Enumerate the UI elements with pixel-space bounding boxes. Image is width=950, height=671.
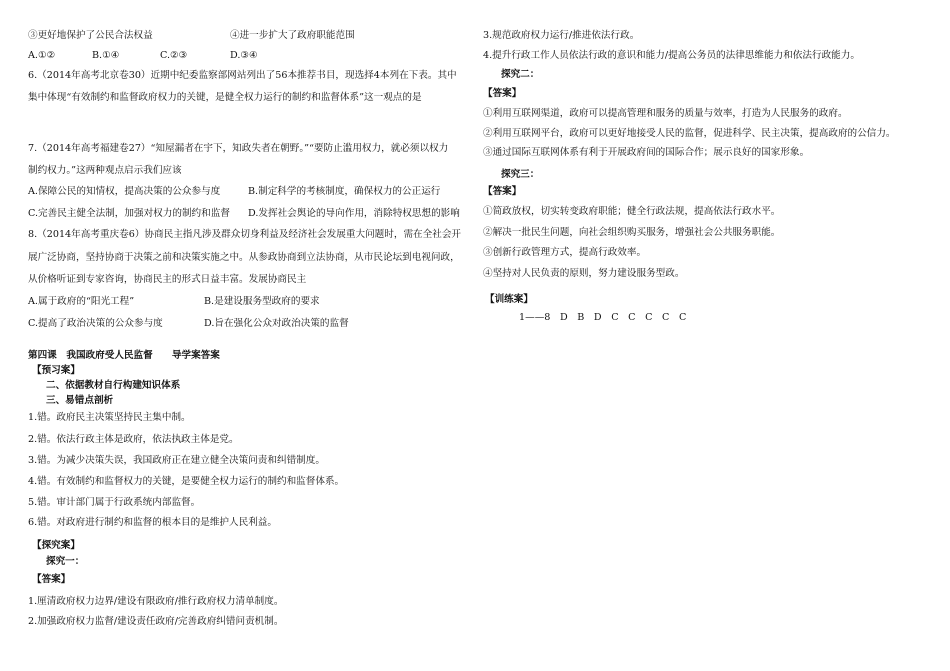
section-3-heading: 三、易错点剖析 bbox=[46, 395, 114, 406]
explore-2-heading: 探究二： bbox=[501, 69, 540, 80]
preview-heading: 【预习案】 bbox=[32, 365, 80, 376]
explore-1-answer-2: 2.加强政府权力监督/建设责任政府/完善政府纠错问责机制。 bbox=[28, 616, 284, 627]
question-8-line-3: 从价格听证到专家咨询，协商民主的形式日益丰富。发展协商民主 bbox=[28, 274, 307, 285]
question-7-line-2: 制约权力。”这两种观点启示我们应该 bbox=[28, 165, 182, 176]
question-8-option-d: D.旨在强化公众对政治决策的监督 bbox=[204, 318, 349, 329]
explore-1-heading: 探究一： bbox=[46, 556, 85, 567]
question-6-line-2: 集中体现“有效制约和监督政府权力的关键，是健全权力运行的制约和监督体系”这一观点的是 bbox=[28, 92, 422, 103]
choice-b: B.①④ bbox=[92, 50, 120, 61]
question-7-option-a: A.保障公民的知情权，提高决策的公众参与度 bbox=[28, 186, 221, 197]
answer-heading-3: 【答案】 bbox=[483, 186, 522, 197]
error-item-2: 2.错。依法行政主体是政府，依法执政主体是党。 bbox=[28, 434, 239, 445]
error-item-1: 1.错。政府民主决策坚持民主集中制。 bbox=[28, 412, 191, 423]
training-heading: 【训练案】 bbox=[485, 294, 533, 305]
choice-c: C.②③ bbox=[160, 50, 188, 61]
question-7-option-d: D.发挥社会舆论的导向作用，消除特权思想的影响 bbox=[248, 208, 460, 219]
lesson-title: 第四课 我国政府受人民监督 导学案答案 bbox=[28, 350, 220, 361]
choice-a: A.①② bbox=[28, 50, 56, 61]
explore-3-heading: 探究三： bbox=[501, 169, 540, 180]
explore-3-answer-3: ③创新行政管理方式，提高行政效率。 bbox=[483, 247, 647, 258]
training-answers: 1——8 D B D C C C C C bbox=[519, 312, 687, 323]
question-8-line-1: 8.（2014年高考重庆卷6）协商民主指凡涉及群众切身利益及经济社会发展重大问题时，需在全社会开 bbox=[28, 229, 462, 240]
explore-1-answer-1: 1.厘清政府权力边界/建设有限政府/推行政府权力清单制度。 bbox=[28, 596, 284, 607]
question-8-line-2: 展广泛协商，坚持协商于决策之前和决策实施之中。从参政协商到立法协商，从市民论坛到电视问政， bbox=[28, 252, 460, 263]
explore-1-answer-4: 4.提升行政工作人员依法行政的意识和能力/提高公务员的法律思维能力和依法行政能力。 bbox=[483, 50, 860, 61]
question-7-option-b: B.制定科学的考核制度，确保权力的公正运行 bbox=[248, 186, 441, 197]
option-line-4 bbox=[230, 30, 355, 42]
option-line-3 bbox=[28, 30, 153, 42]
explore-3-answer-1: ①简政放权，切实转变政府职能；健全行政法规，提高依法行政水平。 bbox=[483, 206, 781, 217]
explore-1-answer-3: 3.规范政府权力运行/推进依法行政。 bbox=[483, 30, 640, 41]
option-4: ④进一步扩大了政府职能范围 bbox=[230, 30, 355, 41]
error-item-6: 6.错。对政府进行制约和监督的根本目的是维护人民利益。 bbox=[28, 517, 277, 528]
answer-heading-2: 【答案】 bbox=[483, 88, 522, 99]
explore-3-answer-4: ④坚持对人民负责的原则，努力建设服务型政。 bbox=[483, 268, 685, 279]
explore-2-answer-2: ②利用互联网平台，政府可以更好地接受人民的监督，促进科学、民主决策，提高政府的公信力。 bbox=[483, 128, 896, 139]
question-7-line-1: 7.（2014年高考福建卷27）“知屋漏者在宇下，知政失者在朝野。”“要防止滥用权力，就必须以权力 bbox=[28, 143, 449, 154]
answer-heading-1: 【答案】 bbox=[32, 574, 71, 585]
option-3: ③更好地保护了公民合法权益 bbox=[28, 30, 153, 41]
question-8-option-b: B.是建设服务型政府的要求 bbox=[204, 296, 320, 307]
error-item-3: 3.错。为减少决策失误，我国政府正在建立健全决策问责和纠错制度。 bbox=[28, 455, 325, 466]
question-6-line-1: 6.（2014年高考北京卷30）近期中纪委监察部网站列出了56本推荐书目，现选择4本列在下表。其中 bbox=[28, 70, 457, 81]
explore-2-answer-1: ①利用互联网渠道，政府可以提高管理和服务的质量与效率，打造为人民服务的政府。 bbox=[483, 108, 848, 119]
section-2-heading: 二、依据教材自行构建知识体系 bbox=[46, 380, 181, 391]
question-8-option-a: A.属于政府的“阳光工程” bbox=[28, 296, 135, 307]
explore-2-answer-3: ③通过国际互联网体系有利于开展政府间的国际合作；展示良好的国家形象。 bbox=[483, 147, 810, 158]
question-7-option-c: C.完善民主健全法制，加强对权力的制约和监督 bbox=[28, 208, 230, 219]
choice-d: D.③④ bbox=[230, 50, 258, 61]
explore-heading: 【探究案】 bbox=[32, 540, 80, 551]
error-item-4: 4.错。有效制约和监督权力的关键，是要健全权力运行的制约和监督体系。 bbox=[28, 476, 345, 487]
explore-3-answer-2: ②解决一批民生问题，向社会组织购买服务，增强社会公共服务职能。 bbox=[483, 227, 781, 238]
question-8-option-c: C.提高了政治决策的公众参与度 bbox=[28, 318, 163, 329]
error-item-5: 5.错。审计部门属于行政系统内部监督。 bbox=[28, 497, 201, 508]
